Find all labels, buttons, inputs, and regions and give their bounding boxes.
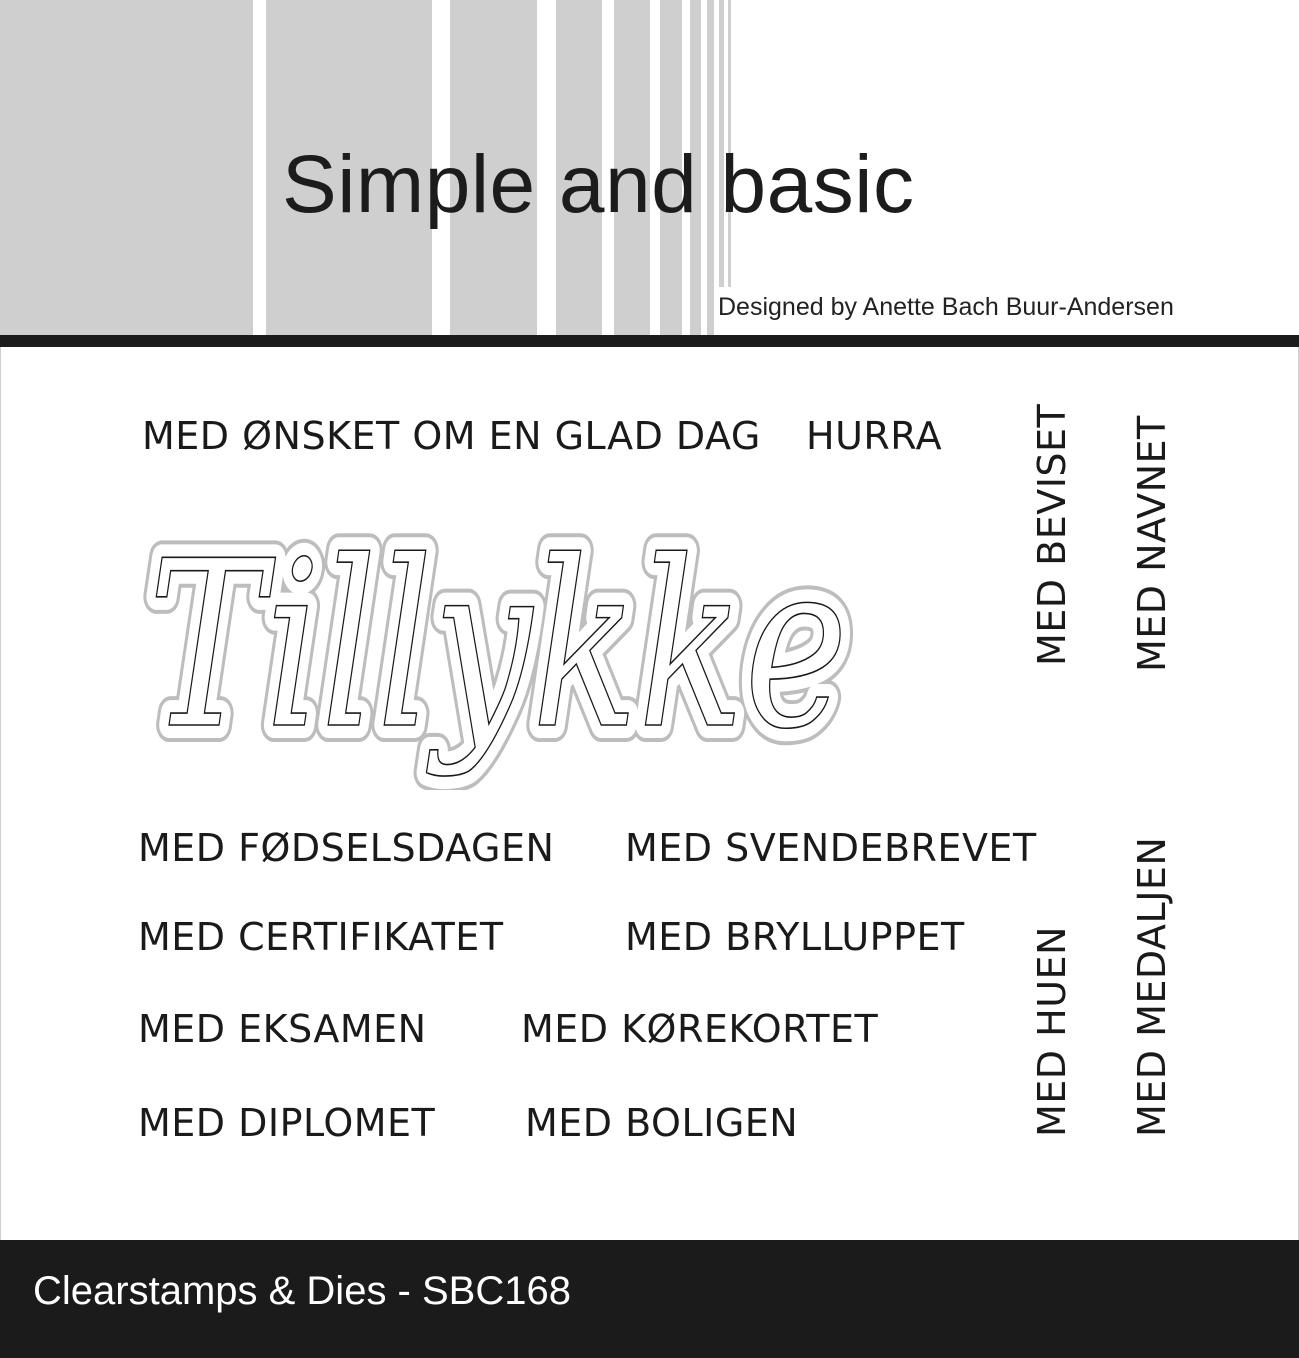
- stamp-row4-left: MED DIPLOMET: [138, 1101, 436, 1145]
- decor-stripe: [0, 0, 253, 335]
- header: [0, 0, 1299, 335]
- stamp-row3-left: MED EKSAMEN: [138, 1007, 427, 1051]
- designer-credit: Designed by Anette Bach Buur-Andersen: [718, 293, 1174, 321]
- stamp-vertical-beviset: MED BEVISET: [1030, 403, 1074, 666]
- designer-credit-box: [714, 287, 1299, 335]
- tillykke-die-outline-outer: Tillykke: [148, 513, 848, 780]
- tillykke-die-stamp: [130, 500, 860, 790]
- page-title: Simple and basic: [282, 139, 915, 230]
- stamp-vertical-huen: MED HUEN: [1030, 926, 1074, 1137]
- stamp-row2-left: MED CERTIFIKATET: [138, 915, 504, 959]
- stamp-row1-left: MED FØDSELSDAGEN: [138, 826, 555, 870]
- stamp-top-left: MED ØNSKET OM EN GLAD DAG: [142, 414, 761, 458]
- stamp-row1-right: MED SVENDEBREVET: [625, 826, 1037, 870]
- header-divider: [0, 335, 1299, 347]
- stamp-row4-right: MED BOLIGEN: [525, 1101, 799, 1145]
- tillykke-die-outline-inner: Tillykke: [148, 513, 848, 780]
- product-line: Clearstamps & Dies - SBC168: [33, 1269, 571, 1313]
- stamp-vertical-navnet: MED NAVNET: [1130, 415, 1174, 672]
- stamp-hurra: HURRA: [806, 414, 943, 458]
- tillykke-script-illustration: [130, 500, 860, 790]
- tillykke-script-word: Tillykke: [148, 513, 848, 780]
- stamp-vertical-medaljen: MED MEDALJEN: [1130, 836, 1174, 1137]
- footer-band: [0, 1240, 1299, 1358]
- stamp-row3-right: MED KØREKORTET: [521, 1007, 879, 1051]
- stamp-row2-right: MED BRYLLUPPET: [625, 915, 965, 959]
